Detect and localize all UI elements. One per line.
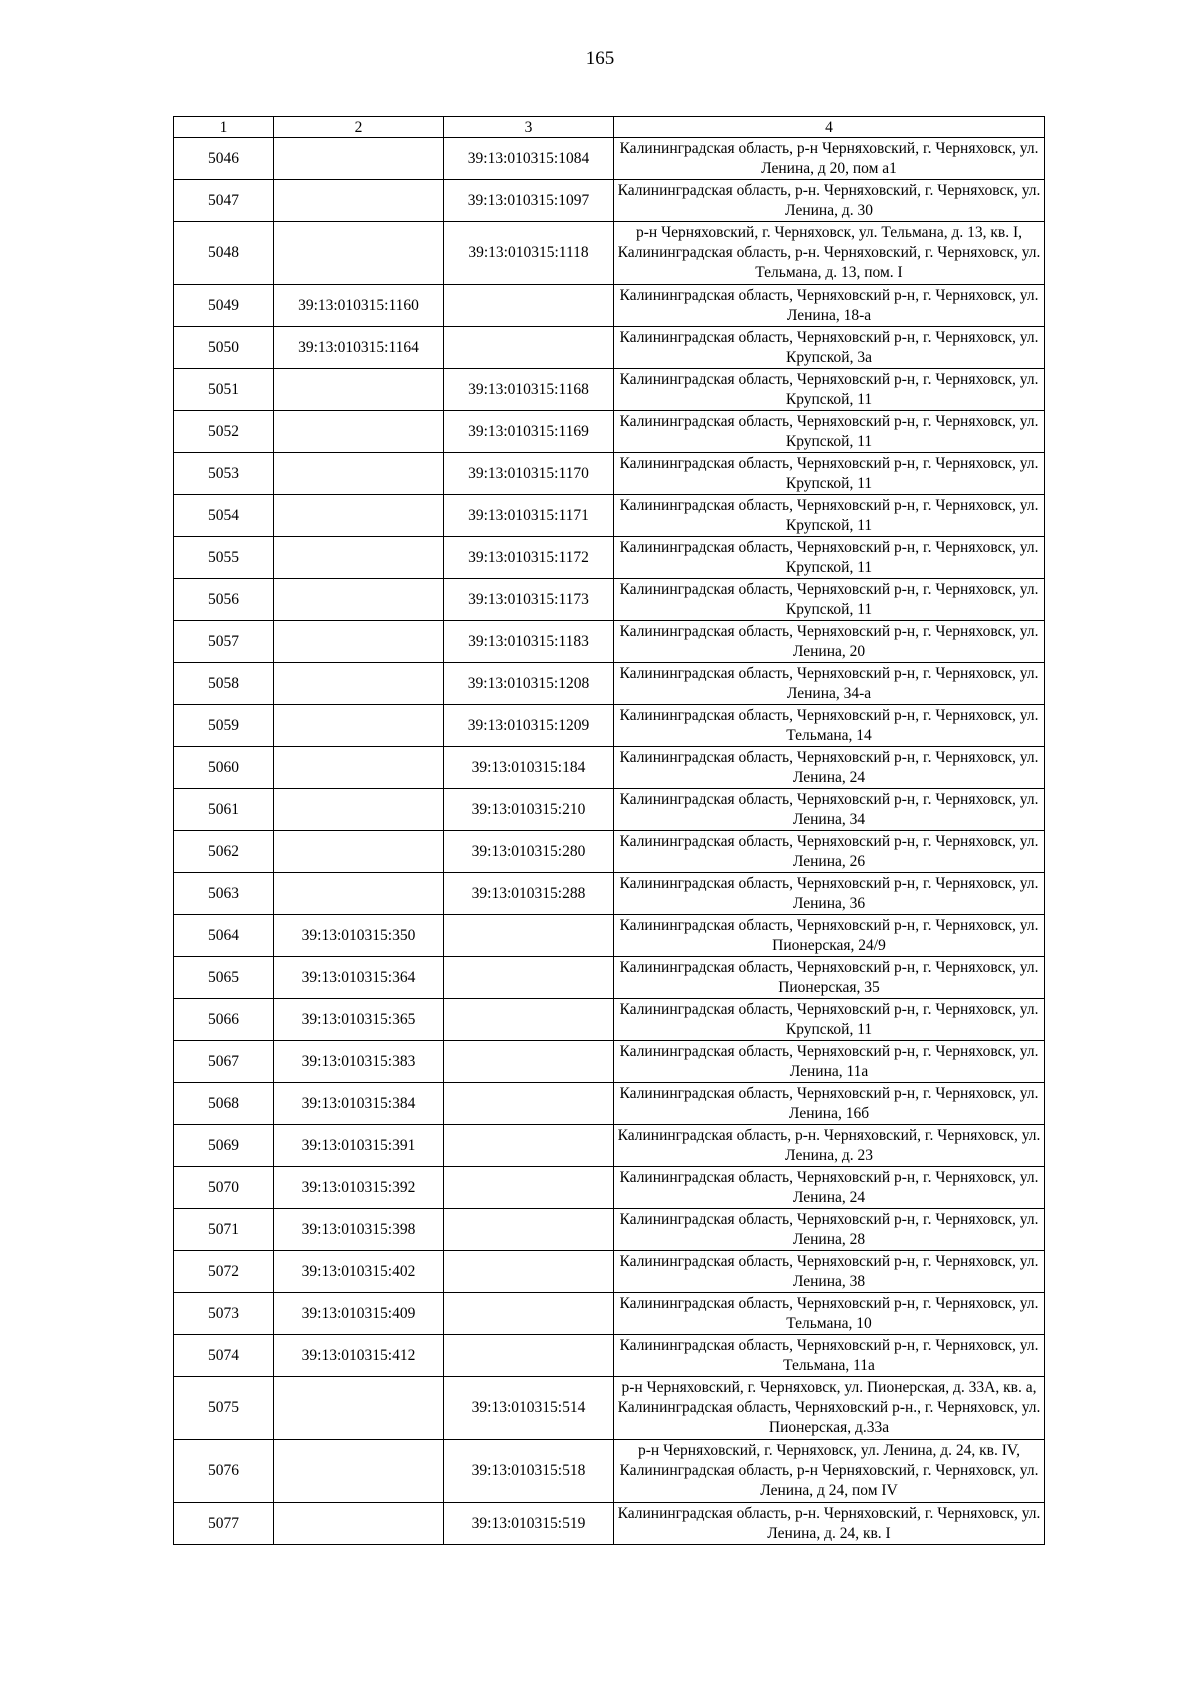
table-row <box>174 621 1045 663</box>
cadastral-number-col2-cell <box>274 1377 444 1440</box>
cadastral-number-col3-cell: 39:13:010315:1169 <box>444 411 614 453</box>
row-number-cell: 5057 <box>174 621 274 663</box>
cadastral-number-col3-cell: 39:13:010315:1168 <box>444 369 614 411</box>
table-row <box>174 1083 1045 1125</box>
cadastral-number-col3-cell <box>444 1041 614 1083</box>
row-number-cell: 5077 <box>174 1503 274 1545</box>
table-row <box>174 369 1045 411</box>
address-cell: Калининградская область, Черняховский р-н, г. Черняховск, ул. Ленина, 11а <box>614 1041 1045 1083</box>
cadastral-number-col3-cell <box>444 285 614 327</box>
address-cell: Калининградская область, Черняховский р-н, г. Черняховск, ул. Пионерская, 35 <box>614 957 1045 999</box>
cadastral-number-col2-cell: 39:13:010315:365 <box>274 999 444 1041</box>
cadastral-number-col3-cell <box>444 1209 614 1251</box>
cadastral-number-col2-cell: 39:13:010315:1160 <box>274 285 444 327</box>
table-row <box>174 1335 1045 1377</box>
cadastral-number-col3-cell <box>444 1125 614 1167</box>
table-row <box>174 915 1045 957</box>
cadastral-number-col3-cell <box>444 1251 614 1293</box>
address-cell: р-н Черняховский, г. Черняховск, ул. Пионерская, д. 33А, кв. а, Калининградская область, Черняховский р-н., г. Черняховск, ул. Пионерская, д.33а <box>614 1377 1045 1440</box>
address-cell: р-н Черняховский, г. Черняховск, ул. Тельмана, д. 13, кв. I, Калининградская область, р-н. Черняховский, г. Черняховск, ул. Тельмана, д. 13, пом. I <box>614 222 1045 285</box>
cadastral-number-col2-cell: 39:13:010315:409 <box>274 1293 444 1335</box>
address-cell: Калининградская область, Черняховский р-н, г. Черняховск, ул. Ленина, 16б <box>614 1083 1045 1125</box>
address-cell: Калининградская область, Черняховский р-н, г. Черняховск, ул. Ленина, 36 <box>614 873 1045 915</box>
address-cell: Калининградская область, Черняховский р-н, г. Черняховск, ул. Пионерская, 24/9 <box>614 915 1045 957</box>
cadastral-number-col2-cell <box>274 495 444 537</box>
table-row <box>174 999 1045 1041</box>
cadastral-number-col3-cell: 39:13:010315:1171 <box>444 495 614 537</box>
table-row <box>174 789 1045 831</box>
cadastral-number-col3-cell: 39:13:010315:1084 <box>444 138 614 180</box>
cadastral-number-col2-cell <box>274 831 444 873</box>
table-row <box>174 831 1045 873</box>
row-number-cell: 5052 <box>174 411 274 453</box>
address-cell: Калининградская область, Черняховский р-н, г. Черняховск, ул. Ленина, 24 <box>614 747 1045 789</box>
address-cell: Калининградская область, Черняховский р-н, г. Черняховск, ул. Ленина, 20 <box>614 621 1045 663</box>
cadastral-number-col2-cell <box>274 411 444 453</box>
row-number-cell: 5051 <box>174 369 274 411</box>
cadastral-number-col2-cell <box>274 621 444 663</box>
header-row <box>174 117 1045 138</box>
row-number-cell: 5056 <box>174 579 274 621</box>
address-cell: Калининградская область, Черняховский р-н, г. Черняховск, ул. Крупской, 11 <box>614 411 1045 453</box>
cadastral-number-col3-cell: 39:13:010315:514 <box>444 1377 614 1440</box>
header-col-2: 2 <box>274 117 444 138</box>
row-number-cell: 5065 <box>174 957 274 999</box>
cadastral-number-col2-cell <box>274 705 444 747</box>
address-cell: Калининградская область, Черняховский р-н, г. Черняховск, ул. Ленина, 38 <box>614 1251 1045 1293</box>
cadastral-number-col3-cell: 39:13:010315:518 <box>444 1440 614 1503</box>
table-row <box>174 537 1045 579</box>
cadastral-number-col3-cell: 39:13:010315:288 <box>444 873 614 915</box>
address-cell: Калининградская область, Черняховский р-н, г. Черняховск, ул. Крупской, 11 <box>614 453 1045 495</box>
cadastral-number-col2-cell <box>274 222 444 285</box>
cadastral-number-col3-cell: 39:13:010315:519 <box>444 1503 614 1545</box>
cadastral-number-col3-cell <box>444 1167 614 1209</box>
address-cell: Калининградская область, Черняховский р-н, г. Черняховск, ул. Крупской, 11 <box>614 999 1045 1041</box>
address-cell: Калининградская область, Черняховский р-н, г. Черняховск, ул. Тельмана, 11а <box>614 1335 1045 1377</box>
row-number-cell: 5047 <box>174 180 274 222</box>
cadastral-number-col3-cell <box>444 1335 614 1377</box>
table-row <box>174 957 1045 999</box>
cadastral-number-col2-cell <box>274 789 444 831</box>
address-cell: Калининградская область, р-н. Черняховский, г. Черняховск, ул. Ленина, д. 23 <box>614 1125 1045 1167</box>
table-row <box>174 1041 1045 1083</box>
row-number-cell: 5067 <box>174 1041 274 1083</box>
cadastral-number-col3-cell: 39:13:010315:1173 <box>444 579 614 621</box>
table-row <box>174 1440 1045 1503</box>
table-row <box>174 1251 1045 1293</box>
table-row <box>174 285 1045 327</box>
table-row <box>174 747 1045 789</box>
cadastral-number-col3-cell: 39:13:010315:210 <box>444 789 614 831</box>
address-cell: Калининградская область, р-н. Черняховский, г. Черняховск, ул. Ленина, д. 24, кв. I <box>614 1503 1045 1545</box>
table-row <box>174 1125 1045 1167</box>
table-row <box>174 1377 1045 1440</box>
row-number-cell: 5053 <box>174 453 274 495</box>
row-number-cell: 5063 <box>174 873 274 915</box>
cadastral-number-col3-cell <box>444 957 614 999</box>
table-row <box>174 411 1045 453</box>
cadastral-number-col2-cell <box>274 453 444 495</box>
cadastral-number-col2-cell: 39:13:010315:383 <box>274 1041 444 1083</box>
header-col-3: 3 <box>444 117 614 138</box>
table-header <box>174 117 1045 138</box>
cadastral-number-col2-cell <box>274 1503 444 1545</box>
row-number-cell: 5071 <box>174 1209 274 1251</box>
address-cell: Калининградская область, Черняховский р-н, г. Черняховск, ул. Тельмана, 10 <box>614 1293 1045 1335</box>
row-number-cell: 5055 <box>174 537 274 579</box>
cadastral-number-col2-cell <box>274 537 444 579</box>
header-col-1: 1 <box>174 117 274 138</box>
cadastral-number-col2-cell: 39:13:010315:402 <box>274 1251 444 1293</box>
cadastral-table <box>173 116 1045 1545</box>
cadastral-number-col2-cell: 39:13:010315:392 <box>274 1167 444 1209</box>
address-cell: Калининградская область, Черняховский р-н, г. Черняховск, ул. Ленина, 18-а <box>614 285 1045 327</box>
address-cell: р-н Черняховский, г. Черняховск, ул. Ленина, д. 24, кв. IV, Калининградская область, р-н Черняховский, г. Черняховск, ул. Ленина, д 24, пом IV <box>614 1440 1045 1503</box>
table-row <box>174 495 1045 537</box>
row-number-cell: 5073 <box>174 1293 274 1335</box>
cadastral-number-col2-cell <box>274 180 444 222</box>
table-row <box>174 1503 1045 1545</box>
cadastral-number-col3-cell: 39:13:010315:1208 <box>444 663 614 705</box>
address-cell: Калининградская область, Черняховский р-н, г. Черняховск, ул. Тельмана, 14 <box>614 705 1045 747</box>
cadastral-number-col2-cell <box>274 369 444 411</box>
address-cell: Калининградская область, Черняховский р-н, г. Черняховск, ул. Ленина, 24 <box>614 1167 1045 1209</box>
table-row <box>174 180 1045 222</box>
address-cell: Калининградская область, Черняховский р-н, г. Черняховск, ул. Крупской, 11 <box>614 579 1045 621</box>
row-number-cell: 5046 <box>174 138 274 180</box>
table-row <box>174 663 1045 705</box>
table-row <box>174 138 1045 180</box>
address-cell: Калининградская область, Черняховский р-н, г. Черняховск, ул. Ленина, 26 <box>614 831 1045 873</box>
cadastral-number-col3-cell <box>444 1293 614 1335</box>
address-cell: Калининградская область, Черняховский р-н, г. Черняховск, ул. Ленина, 34-а <box>614 663 1045 705</box>
cadastral-number-col3-cell: 39:13:010315:1183 <box>444 621 614 663</box>
address-cell: Калининградская область, Черняховский р-н, г. Черняховск, ул. Крупской, 11 <box>614 369 1045 411</box>
cadastral-number-col3-cell <box>444 327 614 369</box>
cadastral-number-col2-cell: 39:13:010315:364 <box>274 957 444 999</box>
table-row <box>174 222 1045 285</box>
cadastral-number-col2-cell <box>274 873 444 915</box>
table-row <box>174 1293 1045 1335</box>
cadastral-number-col2-cell <box>274 663 444 705</box>
row-number-cell: 5068 <box>174 1083 274 1125</box>
row-number-cell: 5064 <box>174 915 274 957</box>
cadastral-number-col2-cell <box>274 747 444 789</box>
table-row <box>174 1167 1045 1209</box>
cadastral-number-col3-cell <box>444 1083 614 1125</box>
address-cell: Калининградская область, Черняховский р-н, г. Черняховск, ул. Крупской, 11 <box>614 537 1045 579</box>
row-number-cell: 5076 <box>174 1440 274 1503</box>
table-row <box>174 873 1045 915</box>
cadastral-number-col3-cell <box>444 999 614 1041</box>
cadastral-number-col3-cell: 39:13:010315:1172 <box>444 537 614 579</box>
row-number-cell: 5058 <box>174 663 274 705</box>
row-number-cell: 5054 <box>174 495 274 537</box>
row-number-cell: 5060 <box>174 747 274 789</box>
header-col-4: 4 <box>614 117 1045 138</box>
cadastral-number-col2-cell: 39:13:010315:412 <box>274 1335 444 1377</box>
address-cell: Калининградская область, Черняховский р-н, г. Черняховск, ул. Крупской, 11 <box>614 495 1045 537</box>
row-number-cell: 5066 <box>174 999 274 1041</box>
row-number-cell: 5069 <box>174 1125 274 1167</box>
cadastral-number-col2-cell <box>274 1440 444 1503</box>
row-number-cell: 5072 <box>174 1251 274 1293</box>
cadastral-number-col2-cell: 39:13:010315:350 <box>274 915 444 957</box>
cadastral-number-col3-cell: 39:13:010315:184 <box>444 747 614 789</box>
address-cell: Калининградская область, р-н Черняховский, г. Черняховск, ул. Ленина, д 20, пом а1 <box>614 138 1045 180</box>
row-number-cell: 5050 <box>174 327 274 369</box>
row-number-cell: 5070 <box>174 1167 274 1209</box>
address-cell: Калининградская область, р-н. Черняховский, г. Черняховск, ул. Ленина, д. 30 <box>614 180 1045 222</box>
cadastral-number-col2-cell: 39:13:010315:1164 <box>274 327 444 369</box>
cadastral-number-col2-cell: 39:13:010315:391 <box>274 1125 444 1167</box>
table-row <box>174 1209 1045 1251</box>
table-row <box>174 327 1045 369</box>
row-number-cell: 5075 <box>174 1377 274 1440</box>
row-number-cell: 5049 <box>174 285 274 327</box>
row-number-cell: 5048 <box>174 222 274 285</box>
cadastral-number-col2-cell <box>274 579 444 621</box>
cadastral-number-col3-cell: 39:13:010315:1170 <box>444 453 614 495</box>
cadastral-number-col3-cell: 39:13:010315:1118 <box>444 222 614 285</box>
table-body <box>174 138 1045 1545</box>
cadastral-number-col3-cell: 39:13:010315:1097 <box>444 180 614 222</box>
row-number-cell: 5059 <box>174 705 274 747</box>
address-cell: Калининградская область, Черняховский р-н, г. Черняховск, ул. Ленина, 28 <box>614 1209 1045 1251</box>
table-row <box>174 705 1045 747</box>
cadastral-number-col3-cell: 39:13:010315:280 <box>444 831 614 873</box>
cadastral-number-col2-cell: 39:13:010315:384 <box>274 1083 444 1125</box>
cadastral-number-col3-cell: 39:13:010315:1209 <box>444 705 614 747</box>
table-row <box>174 579 1045 621</box>
cadastral-number-col3-cell <box>444 915 614 957</box>
address-cell: Калининградская область, Черняховский р-н, г. Черняховск, ул. Ленина, 34 <box>614 789 1045 831</box>
address-cell: Калининградская область, Черняховский р-н, г. Черняховск, ул. Крупской, 3а <box>614 327 1045 369</box>
page-number: 165 <box>585 48 615 69</box>
row-number-cell: 5074 <box>174 1335 274 1377</box>
cadastral-number-col2-cell <box>274 138 444 180</box>
row-number-cell: 5062 <box>174 831 274 873</box>
row-number-cell: 5061 <box>174 789 274 831</box>
cadastral-number-col2-cell: 39:13:010315:398 <box>274 1209 444 1251</box>
table-row <box>174 453 1045 495</box>
